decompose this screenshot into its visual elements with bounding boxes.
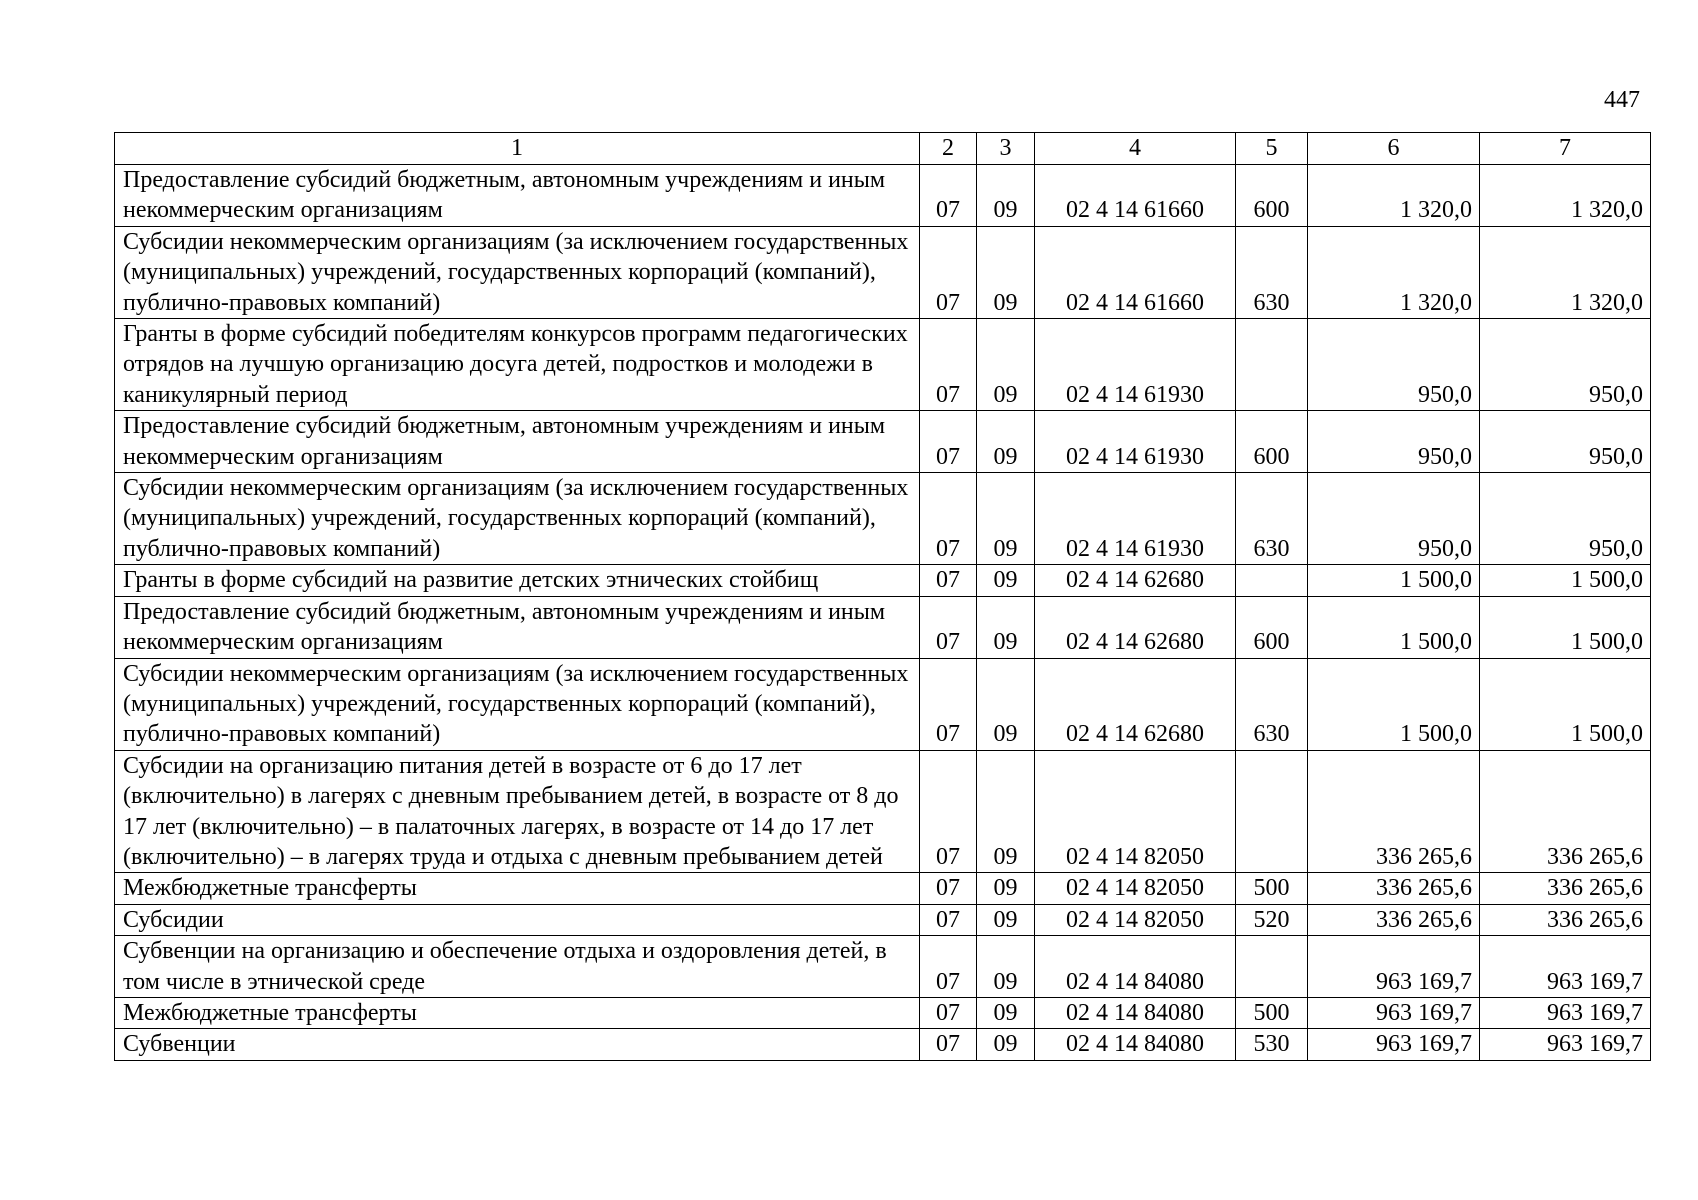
amount-year1-cell: 950,0 bbox=[1308, 319, 1480, 411]
row-name-cell: Гранты в форме субсидий победителям конкурсов программ педагогических отрядов на лучшую организацию досуга детей, подростков и молодежи в каникулярный период bbox=[115, 319, 920, 411]
target-article-cell: 02 4 14 62680 bbox=[1035, 565, 1236, 596]
column-number: 1 bbox=[115, 133, 920, 165]
column-number: 5 bbox=[1236, 133, 1308, 165]
expense-type-cell: 630 bbox=[1236, 473, 1308, 565]
section-code-cell: 07 bbox=[920, 936, 977, 998]
section-code-cell: 07 bbox=[920, 226, 977, 318]
amount-year2-cell: 1 320,0 bbox=[1480, 165, 1651, 227]
section-code-cell: 07 bbox=[920, 596, 977, 658]
subsection-code-cell: 09 bbox=[977, 1029, 1035, 1060]
amount-year2-cell: 1 320,0 bbox=[1480, 226, 1651, 318]
subsection-code-cell: 09 bbox=[977, 411, 1035, 473]
subsection-code-cell: 09 bbox=[977, 596, 1035, 658]
expense-type-cell: 600 bbox=[1236, 165, 1308, 227]
subsection-code-cell: 09 bbox=[977, 473, 1035, 565]
subsection-code-cell: 09 bbox=[977, 750, 1035, 873]
expense-type-cell bbox=[1236, 319, 1308, 411]
table-row bbox=[115, 411, 1651, 473]
section-code-cell: 07 bbox=[920, 904, 977, 935]
section-code-cell: 07 bbox=[920, 1029, 977, 1060]
target-article-cell: 02 4 14 61930 bbox=[1035, 411, 1236, 473]
amount-year1-cell: 963 169,7 bbox=[1308, 1029, 1480, 1060]
row-name-cell: Субвенции bbox=[115, 1029, 920, 1060]
subsection-code-cell: 09 bbox=[977, 997, 1035, 1028]
subsection-code-cell: 09 bbox=[977, 658, 1035, 750]
amount-year1-cell: 963 169,7 bbox=[1308, 997, 1480, 1028]
column-number: 7 bbox=[1480, 133, 1651, 165]
row-name-cell: Гранты в форме субсидий на развитие детских этнических стойбищ bbox=[115, 565, 920, 596]
section-code-cell: 07 bbox=[920, 565, 977, 596]
table-row bbox=[115, 873, 1651, 904]
amount-year2-cell: 963 169,7 bbox=[1480, 936, 1651, 998]
section-code-cell: 07 bbox=[920, 997, 977, 1028]
expense-type-cell bbox=[1236, 936, 1308, 998]
target-article-cell: 02 4 14 62680 bbox=[1035, 596, 1236, 658]
target-article-cell: 02 4 14 84080 bbox=[1035, 936, 1236, 998]
amount-year1-cell: 336 265,6 bbox=[1308, 904, 1480, 935]
subsection-code-cell: 09 bbox=[977, 165, 1035, 227]
budget-table bbox=[114, 132, 1651, 1061]
table-row bbox=[115, 658, 1651, 750]
amount-year2-cell: 1 500,0 bbox=[1480, 565, 1651, 596]
amount-year2-cell: 963 169,7 bbox=[1480, 997, 1651, 1028]
table-row bbox=[115, 1029, 1651, 1060]
table-row bbox=[115, 904, 1651, 935]
amount-year2-cell: 950,0 bbox=[1480, 473, 1651, 565]
amount-year1-cell: 963 169,7 bbox=[1308, 936, 1480, 998]
column-number: 6 bbox=[1308, 133, 1480, 165]
table-row bbox=[115, 997, 1651, 1028]
expense-type-cell: 500 bbox=[1236, 997, 1308, 1028]
row-name-cell: Межбюджетные трансферты bbox=[115, 997, 920, 1028]
row-name-cell: Предоставление субсидий бюджетным, автономным учреждениям и иным некоммерческим организациям bbox=[115, 411, 920, 473]
column-number: 4 bbox=[1035, 133, 1236, 165]
table-row bbox=[115, 596, 1651, 658]
amount-year2-cell: 1 500,0 bbox=[1480, 658, 1651, 750]
row-name-cell: Субвенции на организацию и обеспечение отдыха и оздоровления детей, в том числе в этнической среде bbox=[115, 936, 920, 998]
amount-year2-cell: 950,0 bbox=[1480, 411, 1651, 473]
table-row bbox=[115, 565, 1651, 596]
expense-type-cell bbox=[1236, 565, 1308, 596]
row-name-cell: Субсидии на организацию питания детей в возрасте от 6 до 17 лет (включительно) в лагерях с дневным пребыванием детей, в возрасте от 8 до 17 лет (включительно) – в палаточных лагерях, в возрасте от 14 до 17 лет (включительно) – в лагерях труда и отдыха с дневным пребыванием детей bbox=[115, 750, 920, 873]
table-body bbox=[115, 133, 1651, 1061]
amount-year1-cell: 1 320,0 bbox=[1308, 226, 1480, 318]
expense-type-cell: 500 bbox=[1236, 873, 1308, 904]
target-article-cell: 02 4 14 84080 bbox=[1035, 997, 1236, 1028]
target-article-cell: 02 4 14 61930 bbox=[1035, 319, 1236, 411]
row-name-cell: Предоставление субсидий бюджетным, автономным учреждениям и иным некоммерческим организациям bbox=[115, 596, 920, 658]
column-number-row bbox=[115, 133, 1651, 165]
amount-year2-cell: 963 169,7 bbox=[1480, 1029, 1651, 1060]
row-name-cell: Субсидии некоммерческим организациям (за исключением государственных (муниципальных) учреждений, государственных корпораций (компаний), публично-правовых компаний) bbox=[115, 473, 920, 565]
amount-year2-cell: 336 265,6 bbox=[1480, 750, 1651, 873]
subsection-code-cell: 09 bbox=[977, 936, 1035, 998]
target-article-cell: 02 4 14 82050 bbox=[1035, 873, 1236, 904]
expense-type-cell: 530 bbox=[1236, 1029, 1308, 1060]
table-row bbox=[115, 226, 1651, 318]
table-row bbox=[115, 936, 1651, 998]
subsection-code-cell: 09 bbox=[977, 565, 1035, 596]
amount-year1-cell: 950,0 bbox=[1308, 411, 1480, 473]
expense-type-cell bbox=[1236, 750, 1308, 873]
section-code-cell: 07 bbox=[920, 165, 977, 227]
expense-type-cell: 630 bbox=[1236, 226, 1308, 318]
amount-year1-cell: 336 265,6 bbox=[1308, 873, 1480, 904]
section-code-cell: 07 bbox=[920, 319, 977, 411]
target-article-cell: 02 4 14 61660 bbox=[1035, 165, 1236, 227]
column-number: 2 bbox=[920, 133, 977, 165]
table-row bbox=[115, 165, 1651, 227]
target-article-cell: 02 4 14 82050 bbox=[1035, 904, 1236, 935]
amount-year2-cell: 950,0 bbox=[1480, 319, 1651, 411]
amount-year1-cell: 950,0 bbox=[1308, 473, 1480, 565]
amount-year2-cell: 336 265,6 bbox=[1480, 873, 1651, 904]
section-code-cell: 07 bbox=[920, 750, 977, 873]
row-name-cell: Предоставление субсидий бюджетным, автономным учреждениям и иным некоммерческим организациям bbox=[115, 165, 920, 227]
section-code-cell: 07 bbox=[920, 658, 977, 750]
target-article-cell: 02 4 14 62680 bbox=[1035, 658, 1236, 750]
row-name-cell: Межбюджетные трансферты bbox=[115, 873, 920, 904]
amount-year2-cell: 336 265,6 bbox=[1480, 904, 1651, 935]
expense-type-cell: 600 bbox=[1236, 411, 1308, 473]
target-article-cell: 02 4 14 84080 bbox=[1035, 1029, 1236, 1060]
row-name-cell: Субсидии bbox=[115, 904, 920, 935]
expense-type-cell: 600 bbox=[1236, 596, 1308, 658]
amount-year1-cell: 336 265,6 bbox=[1308, 750, 1480, 873]
expense-type-cell: 520 bbox=[1236, 904, 1308, 935]
section-code-cell: 07 bbox=[920, 473, 977, 565]
table-row bbox=[115, 319, 1651, 411]
amount-year1-cell: 1 500,0 bbox=[1308, 565, 1480, 596]
row-name-cell: Субсидии некоммерческим организациям (за исключением государственных (муниципальных) учреждений, государственных корпораций (компаний), публично-правовых компаний) bbox=[115, 658, 920, 750]
subsection-code-cell: 09 bbox=[977, 873, 1035, 904]
subsection-code-cell: 09 bbox=[977, 319, 1035, 411]
amount-year1-cell: 1 320,0 bbox=[1308, 165, 1480, 227]
target-article-cell: 02 4 14 82050 bbox=[1035, 750, 1236, 873]
amount-year2-cell: 1 500,0 bbox=[1480, 596, 1651, 658]
amount-year1-cell: 1 500,0 bbox=[1308, 658, 1480, 750]
subsection-code-cell: 09 bbox=[977, 904, 1035, 935]
table-row bbox=[115, 750, 1651, 873]
row-name-cell: Субсидии некоммерческим организациям (за исключением государственных (муниципальных) учреждений, государственных корпораций (компаний), публично-правовых компаний) bbox=[115, 226, 920, 318]
expense-type-cell: 630 bbox=[1236, 658, 1308, 750]
table-row bbox=[115, 473, 1651, 565]
page-number: 447 bbox=[1604, 87, 1640, 113]
amount-year1-cell: 1 500,0 bbox=[1308, 596, 1480, 658]
column-number: 3 bbox=[977, 133, 1035, 165]
subsection-code-cell: 09 bbox=[977, 226, 1035, 318]
target-article-cell: 02 4 14 61930 bbox=[1035, 473, 1236, 565]
section-code-cell: 07 bbox=[920, 411, 977, 473]
section-code-cell: 07 bbox=[920, 873, 977, 904]
target-article-cell: 02 4 14 61660 bbox=[1035, 226, 1236, 318]
